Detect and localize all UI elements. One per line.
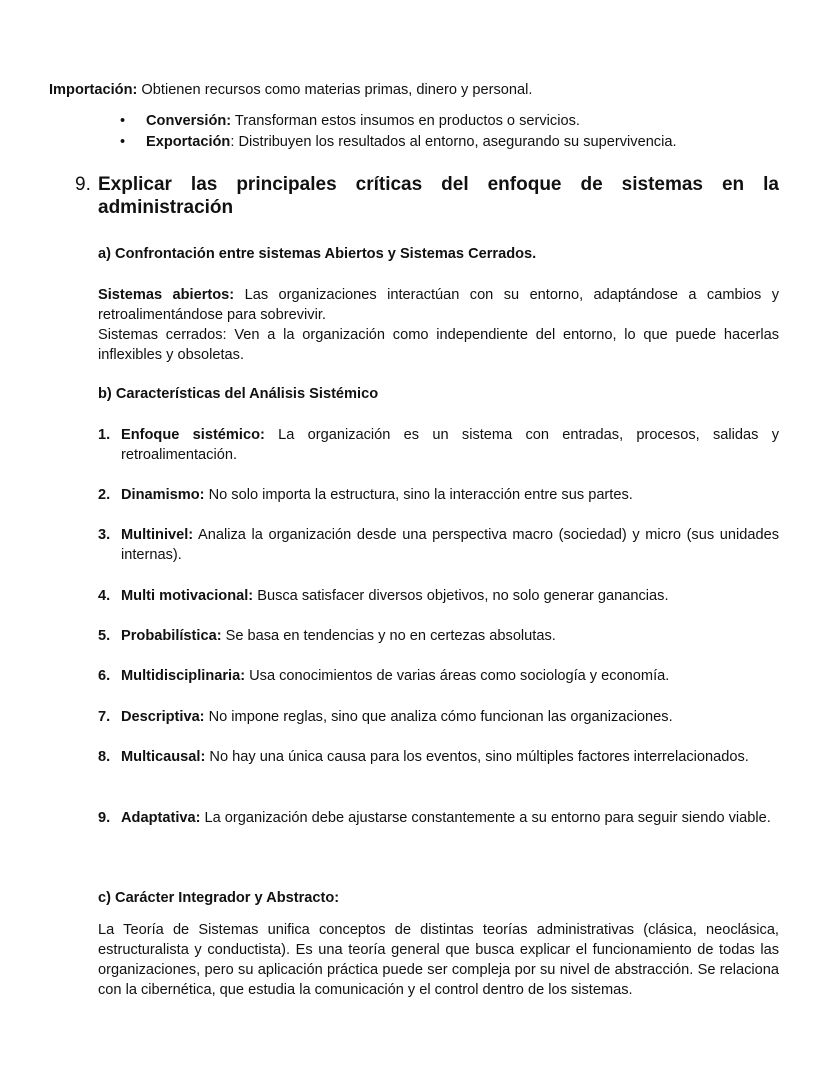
intro-label: Importación: <box>49 82 138 98</box>
item-number: 8. <box>98 749 111 765</box>
intro-text: Obtienen recursos como materias primas, dinero y personal. <box>137 82 533 98</box>
bullet-icon: • <box>120 113 126 129</box>
list-item <box>98 626 779 646</box>
item-number: 6. <box>98 668 111 684</box>
list-item <box>98 485 779 505</box>
item-text: Se basa en tendencias y no en certezas absolutas. <box>221 628 556 644</box>
subsection-c-title: c) Carácter Integrador y Abstracto: <box>98 890 340 906</box>
item-text: La organización debe ajustarse constantemente a su entorno para seguir siendo viable. <box>200 810 771 826</box>
list-item <box>98 586 779 606</box>
list-item <box>98 747 779 767</box>
item-text: No hay una única causa para los eventos, sino múltiples factores interrelacionados. <box>205 749 749 765</box>
bullet-text: : Distribuyen los resultados al entorno, asegurando su supervivencia. <box>230 134 677 150</box>
list-item <box>98 425 779 465</box>
list-item <box>98 525 779 565</box>
item-text: No impone reglas, sino que analiza cómo funcionan las organizaciones. <box>204 709 673 725</box>
intro-paragraph <box>49 80 532 100</box>
item-text: No solo importa la estructura, sino la interacción entre sus partes. <box>204 487 633 503</box>
item-number: 9. <box>98 810 111 826</box>
item-number: 7. <box>98 709 111 725</box>
heading-text: Explicar las principales críticas del enfoque de sistemas en la administración <box>98 174 779 218</box>
subsection-c-body: La Teoría de Sistemas unifica conceptos de distintas teorías administrativas (clásica, neoclásica, estructuralista y conductista). Es una teoría general que busca explicar el funcionamiento de todas las organizaciones, pero su aplicación práctica puede ser compleja por su nivel de abstracción. Se relaciona con la cibernética, que estudia la comunicación y el control dentro de los sistemas. <box>98 922 779 998</box>
section-heading <box>75 173 779 219</box>
heading-number: 9. <box>75 174 91 195</box>
bullet-icon: • <box>120 134 126 150</box>
bullet-label: Exportación <box>146 134 231 150</box>
item-number: 5. <box>98 628 111 644</box>
item-text: La organización es un sistema con entradas, procesos, salidas y retroalimentación. <box>121 427 779 463</box>
list-item <box>98 666 779 686</box>
open-systems-text: Las organizaciones interactúan con su entorno, adaptándose a cambios y retroalimentándose para sobrevivir. <box>98 287 779 323</box>
subsection-a-body <box>98 285 779 365</box>
item-number: 2. <box>98 487 111 503</box>
list-item <box>98 707 779 727</box>
closed-systems-text: Sistemas cerrados: Ven a la organización como independiente del entorno, lo que puede hacerlas inflexibles y obsoletas. <box>98 327 779 363</box>
item-number: 4. <box>98 588 111 604</box>
bullet-label: Conversión: <box>146 113 232 129</box>
item-text: Busca satisfacer diversos objetivos, no solo generar ganancias. <box>253 588 669 604</box>
subsection-b-title: b) Características del Análisis Sistémico <box>98 386 379 402</box>
item-number: 3. <box>98 527 111 543</box>
item-label: Multinivel: <box>121 527 194 543</box>
item-label: Probabilística: <box>121 628 222 644</box>
subsection-a-title: a) Confrontación entre sistemas Abiertos y Sistemas Cerrados. <box>98 246 537 262</box>
item-text: Analiza la organización desde una perspectiva macro (sociedad) y micro (sus unidades internas). <box>121 527 779 563</box>
item-number: 1. <box>98 427 111 443</box>
bullet-text: Transforman estos insumos en productos o servicios. <box>231 113 580 129</box>
item-label: Multi motivacional: <box>121 588 254 604</box>
item-label: Multicausal: <box>121 749 206 765</box>
item-label: Enfoque sistémico: <box>121 427 265 443</box>
item-text: Usa conocimientos de varias áreas como sociología y economía. <box>245 668 670 684</box>
item-label: Multidisciplinaria: <box>121 668 246 684</box>
open-systems-label: Sistemas abiertos: <box>98 287 235 303</box>
item-label: Adaptativa: <box>121 810 201 826</box>
item-label: Descriptiva: <box>121 709 205 725</box>
list-item <box>98 808 779 828</box>
item-label: Dinamismo: <box>121 487 205 503</box>
